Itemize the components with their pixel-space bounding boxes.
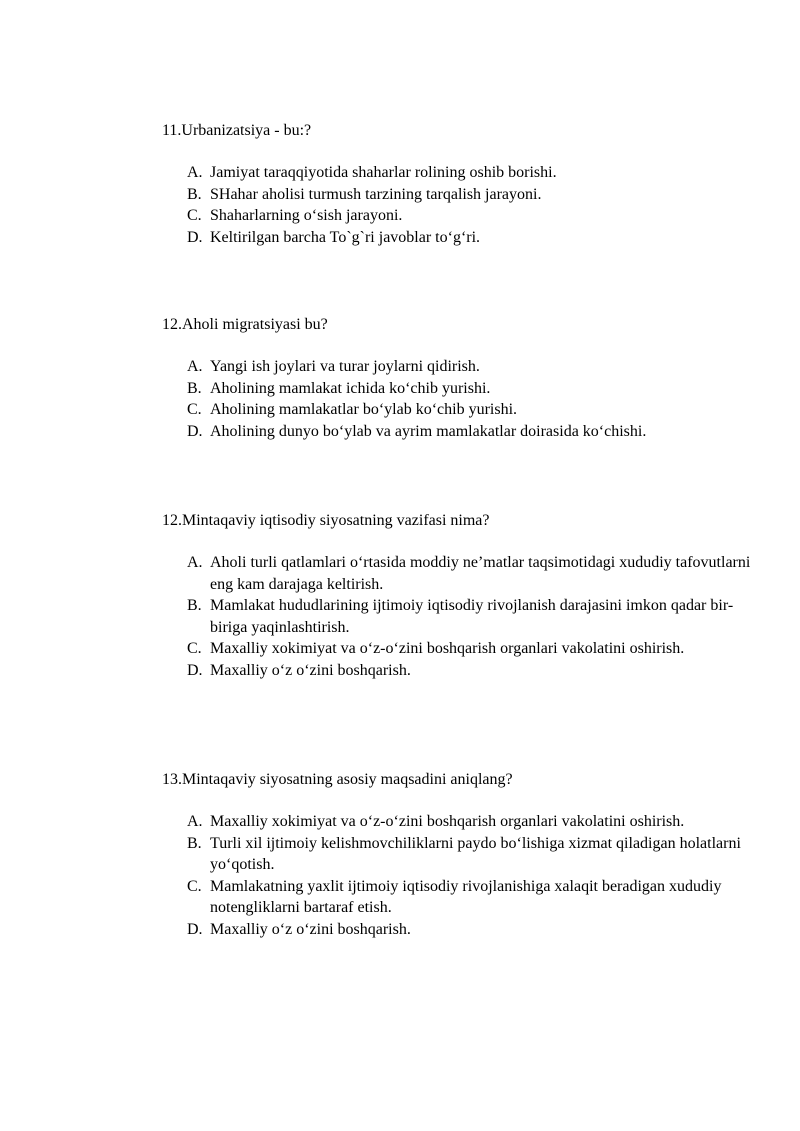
option-text: Aholining mamlakat ichida ko‘chib yurishi. — [210, 379, 491, 397]
option-text: Jamiyat taraqqiyotida shaharlar rolining oshib borishi. — [210, 164, 557, 181]
option-text: Mamlakatning yaxlit ijtimoiy iqtisodiy rivojlanishiga xalaqit beradigan xududiy notengliklarni bartaraf etish. — [210, 877, 722, 916]
option-letter: A. — [187, 554, 203, 571]
option-letter: C. — [187, 401, 202, 418]
option-letter: D. — [187, 228, 203, 246]
option-c — [162, 876, 762, 919]
option-c — [162, 399, 762, 421]
question-title: 13.Mintaqaviy siyosatning asosiy maqsadini aniqlang? — [162, 771, 513, 788]
option-d — [162, 227, 762, 249]
option-b — [162, 184, 762, 206]
question-title: 12.Mintaqaviy iqtisodiy siyosatning vazifasi nima? — [162, 512, 490, 529]
option-text: Yangi ish joylari va turar joylarni qidirish. — [210, 358, 480, 375]
option-letter: B. — [187, 185, 202, 203]
question-11 — [162, 120, 762, 248]
option-text: Maxalliy xokimiyat va o‘z-o‘zini boshqarish organlari vakolatini oshirish. — [210, 813, 685, 830]
option-c — [162, 205, 762, 227]
option-b — [162, 595, 762, 638]
option-letter: A. — [187, 164, 203, 181]
option-a — [162, 356, 762, 378]
option-letter: B. — [187, 597, 202, 614]
option-letter: C. — [187, 207, 202, 224]
option-letter: B. — [187, 834, 202, 852]
option-d — [162, 421, 762, 443]
option-text: Maxalliy o‘z o‘zini boshqarish. — [210, 920, 411, 938]
option-text: Maxalliy xokimiyat va o‘z-o‘zini boshqarish organlari vakolatini oshirish. — [210, 640, 685, 657]
option-text: Shaharlarning o‘sish jarayoni. — [210, 207, 403, 224]
option-text: Aholining mamlakatlar bo‘ylab ko‘chib yurishi. — [210, 401, 518, 418]
option-d — [162, 660, 762, 682]
option-letter: C. — [187, 877, 202, 895]
option-text: Aholi turli qatlamlari o‘rtasida moddiy ne’matlar taqsimotidagi xududiy tafovutlarni eng kam darajaga keltirish. — [210, 554, 751, 593]
option-b — [162, 833, 762, 876]
option-text: Mamlakat hududlarining ijtimoiy iqtisodiy rivojlanish darajasini imkon qadar bir-biriga yaqinlashtirish. — [210, 597, 734, 636]
option-text: SHahar aholisi turmush tarzining tarqalish jarayoni. — [210, 185, 542, 203]
option-text: Aholining dunyo bo‘ylab va ayrim mamlakatlar doirasida ko‘chishi. — [210, 422, 647, 440]
option-letter: D. — [187, 661, 203, 679]
question-12-policy-task — [162, 510, 762, 681]
answer-options — [162, 356, 762, 442]
question-title: 11.Urbanizatsiya - bu:? — [162, 122, 312, 139]
question-13 — [162, 769, 762, 940]
answer-options — [162, 162, 762, 248]
option-c — [162, 638, 762, 660]
option-letter: D. — [187, 920, 203, 938]
option-text: Turli xil ijtimoiy kelishmovchiliklarni paydo bo‘lishiga xizmat qiladigan holatlarni yo‘qotish. — [210, 834, 741, 873]
option-d — [162, 919, 762, 941]
option-a — [162, 811, 762, 833]
option-letter: C. — [187, 640, 202, 657]
option-a — [162, 552, 762, 595]
option-text: Keltirilgan barcha To`g`ri javoblar to‘g‘ri. — [210, 228, 481, 246]
option-letter: B. — [187, 379, 202, 397]
question-12-migration — [162, 314, 762, 442]
option-letter: A. — [187, 813, 203, 830]
answer-options — [162, 811, 762, 940]
question-title: 12.Aholi migratsiyasi bu? — [162, 316, 328, 333]
answer-options — [162, 552, 762, 681]
option-text: Maxalliy o‘z o‘zini boshqarish. — [210, 661, 411, 679]
option-b — [162, 378, 762, 400]
option-letter: D. — [187, 422, 203, 440]
option-a — [162, 162, 762, 184]
option-letter: A. — [187, 358, 203, 375]
